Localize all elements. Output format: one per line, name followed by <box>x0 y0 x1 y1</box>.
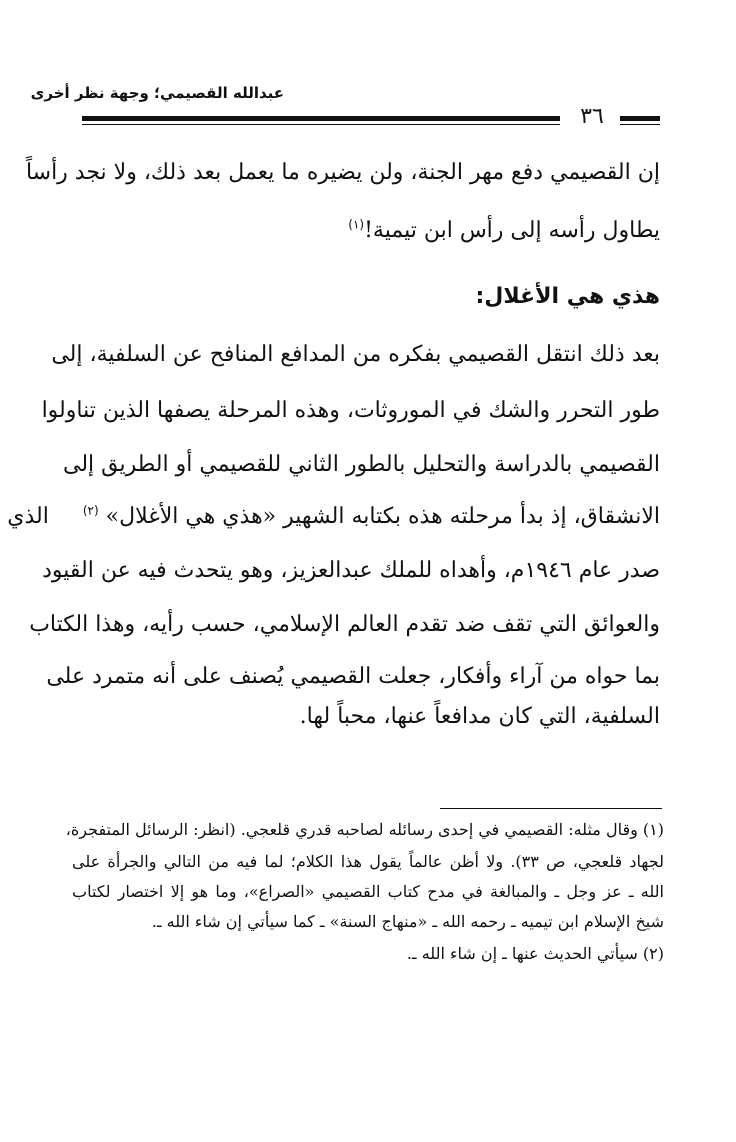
intro-line-2-text: يطاول رأسه إلى رأس ابن تيمية! <box>364 218 660 243</box>
body-line-4-tail: الذي <box>7 504 49 529</box>
body-line-4-text: الانشقاق، إذ بدأ مرحلته هذه بكتابه الشهير «هذي هي الأغلال» <box>105 504 660 529</box>
body-line-8: السلفية، التي كان مدافعاً عنها، محباً لها. <box>299 704 660 729</box>
body-line-4 <box>7 503 660 529</box>
body-line-3: القصيمي بالدراسة والتحليل بالطور الثاني للقصيمي أو الطريق إلى <box>63 452 660 477</box>
header-rule-thick <box>82 116 560 121</box>
intro-line-2 <box>70 218 660 243</box>
footnote-2-line-1: (٢) سيأتي الحديث عنها ـ إن شاء الله ـ. <box>406 944 664 963</box>
footnote-marker-1: (١) <box>348 217 365 232</box>
header-rule-right-thick <box>620 116 660 121</box>
footnote-1-line-4: شيخ الإسلام ابن تيميه ـ رحمه الله ـ «منهاج السنة» ـ كما سيأتي إن شاء الله ـ. <box>151 912 664 931</box>
page-number: ٣٦ <box>580 104 604 129</box>
header-rule-thin <box>82 124 560 125</box>
footnote-1-line-3: الله ـ عز وجل ـ والمبالغة في مدح كتاب القصيمي «الصراع»، وما هو إلا اختصار لكتاب <box>72 882 664 901</box>
intro-line-1: إن القصيمي دفع مهر الجنة، ولن يضيره ما يعمل بعد ذلك، ولا نجد رأساً <box>25 160 660 185</box>
running-title: عبدالله القصيمي؛ وجهة نظر أخرى <box>30 84 284 102</box>
footnote-1-line-2: لجهاد قلعجي، ص ٣٣). ولا أظن عالماً يقول هذا الكلام؛ لما فيه من التالي والجرأة على <box>72 852 665 871</box>
section-heading: هذي هي الأغلال: <box>475 284 660 309</box>
footnote-marker-2: (٢) <box>82 503 99 518</box>
body-line-6: والعوائق التي تقف ضد تقدم العالم الإسلامي، حسب رأيه، وهذا الكتاب <box>29 612 660 637</box>
header-rule-right-thin <box>620 124 660 125</box>
body-line-1: بعد ذلك انتقل القصيمي بفكره من المدافع المنافح عن السلفية، إلى <box>51 342 660 367</box>
footnote-1-line-1: (١) وقال مثله: القصيمي في إحدى رسائله لصاحبه قدري قلعجي. (انظر: الرسائل المتفجرة، <box>65 820 664 839</box>
body-line-7: بما حواه من آراء وأفكار، جعلت القصيمي يُصنف على أنه متمرد على <box>46 664 660 689</box>
footnote-separator <box>440 808 662 809</box>
body-line-5: صدر عام ١٩٤٦م، وأهداه للملك عبدالعزيز، وهو يتحدث فيه عن القيود <box>42 558 660 583</box>
body-line-2: طور التحرر والشك في الموروثات، وهذه المرحلة يصفها الذين تناولوا <box>41 398 660 423</box>
